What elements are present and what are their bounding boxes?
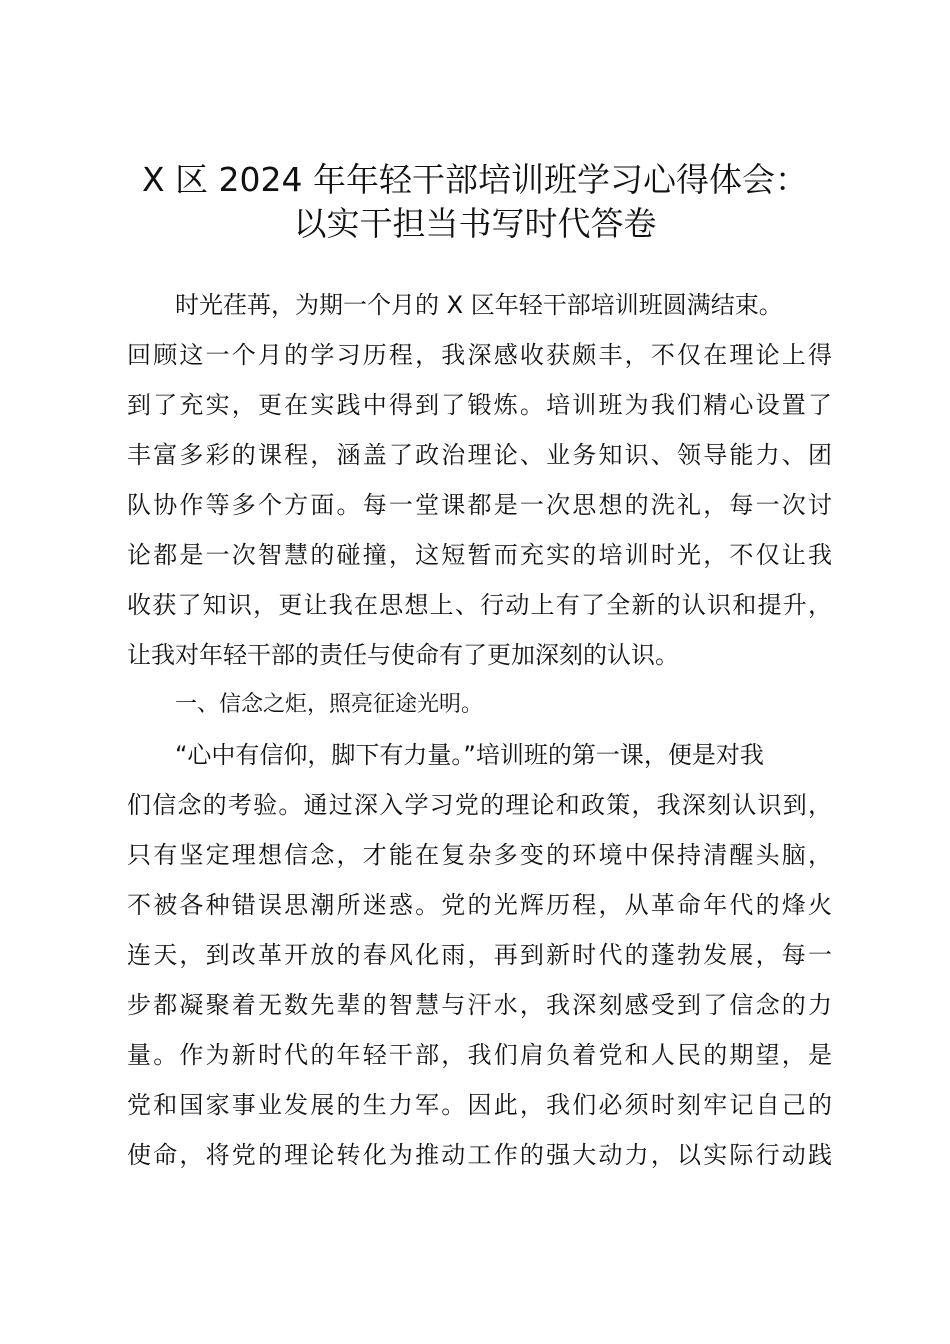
text-line: 连天，到改革开放的春风化雨，再到新时代的蓬勃发展，每一 [127, 941, 832, 969]
title-line-1: X 区 2024 年年轻干部培训班学习心得体会： [141, 160, 809, 199]
text-line: 们信念的考验。通过深入学习党的理论和政策，我深刻认识到， [127, 791, 832, 819]
document-body [127, 280, 832, 1180]
title-line-2: 以实干担当书写时代答卷 [293, 204, 657, 243]
text-line: “心中有信仰，脚下有力量。”培训班的第一课，便是对我 [175, 741, 764, 769]
text-line: 丰富多彩的课程，涵盖了政治理论、业务知识、领导能力、团 [127, 441, 832, 469]
text-line: 党和国家事业发展的生力军。因此，我们必须时刻牢记自己的 [127, 1091, 832, 1119]
document-title [0, 158, 950, 246]
text-line: 时光荏苒，为期一个月的 X 区年轻干部培训班圆满结束。 [175, 291, 783, 319]
section-heading: 一、信念之炬，照亮征途光明。 [175, 692, 484, 717]
text-line: 收获了知识，更让我在思想上、行动上有了全新的认识和提升， [127, 591, 832, 619]
text-line: 量。作为新时代的年轻干部，我们肩负着党和人民的期望，是 [127, 1041, 832, 1069]
text-line: 不被各种错误思潮所迷惑。党的光辉历程，从革命年代的烽火 [127, 891, 832, 919]
text-line: 到了充实，更在实践中得到了锻炼。培训班为我们精心设置了 [127, 391, 832, 419]
text-line: 步都凝聚着无数先辈的智慧与汗水，我深刻感受到了信念的力 [127, 991, 832, 1019]
text-line: 回顾这一个月的学习历程，我深感收获颇丰，不仅在理论上得 [127, 341, 832, 369]
text-line: 队协作等多个方面。每一堂课都是一次思想的洗礼，每一次讨 [127, 491, 832, 519]
text-line: 使命，将党的理论转化为推动工作的强大动力，以实际行动践 [127, 1141, 832, 1169]
text-line: 只有坚定理想信念，才能在复杂多变的环境中保持清醒头脑， [127, 841, 832, 869]
text-line: 让我对年轻干部的责任与使命有了更加深刻的认识。 [127, 641, 679, 669]
text-line: 论都是一次智慧的碰撞，这短暂而充实的培训时光，不仅让我 [127, 541, 832, 569]
